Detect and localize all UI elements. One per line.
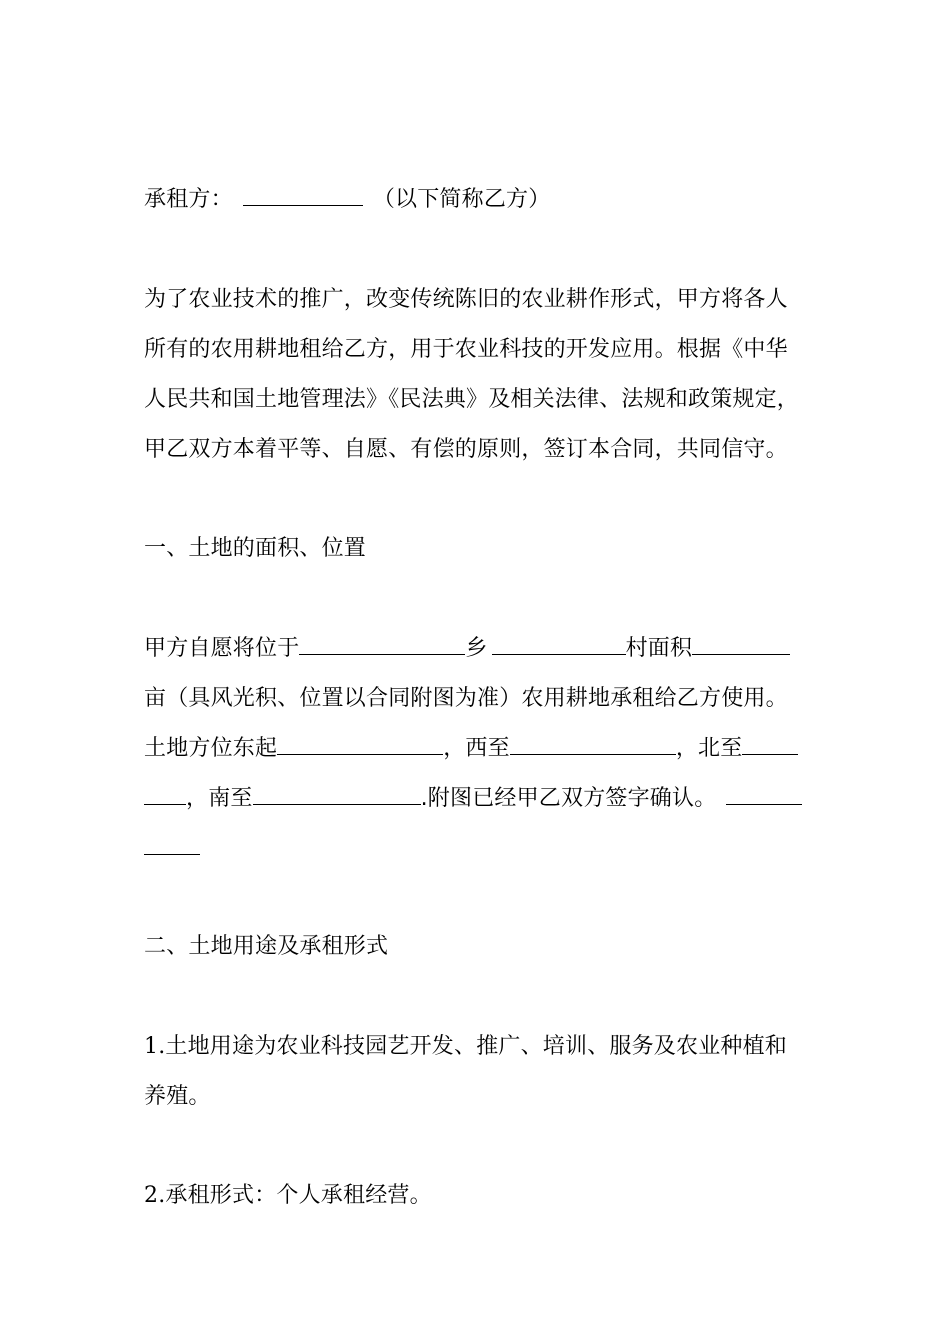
land-use-text: 土地用途为农业科技园艺开发、推广、培训、服务及农业种植和: [165, 1034, 787, 1059]
intro-line: 甲乙双方本着平等、自愿、有偿的原则，签订本合同，共同信守。: [144, 437, 788, 462]
lessee-label: 承租方：: [144, 187, 233, 212]
north-boundary-blank-cont[interactable]: [144, 784, 186, 805]
map-confirm-text: .附图已经甲乙双方签字确认。: [420, 786, 717, 811]
land-use-item: [144, 1032, 824, 1062]
section-heading: 二、土地用途及承租形式: [144, 934, 389, 959]
area-label: 村面积: [625, 636, 693, 661]
south-label: ，南至: [186, 786, 253, 811]
lease-form-text: 承租形式：个人承租经营。: [165, 1183, 432, 1208]
village-blank[interactable]: [492, 634, 626, 655]
lessee-line: [144, 185, 824, 215]
township-blank[interactable]: [299, 634, 465, 655]
north-boundary-blank[interactable]: [742, 734, 798, 755]
land-area-line: 亩（具风光积、位置以合同附图为准）农用耕地承租给乙方使用。: [144, 686, 788, 711]
lessee-suffix: （以下简称乙方）: [372, 187, 551, 212]
north-label: ，北至: [675, 736, 743, 761]
trailing-blank-line: [144, 834, 824, 864]
lessee-name-blank[interactable]: [243, 185, 363, 206]
east-label: 土地方位东起: [144, 736, 278, 761]
boundary-line: [144, 734, 824, 764]
intro-line: 人民共和国土地管理法》《民法典》及相关法律、法规和政策规定，: [144, 387, 800, 412]
trailing-blank-cont[interactable]: [144, 834, 200, 855]
area-blank[interactable]: [692, 634, 790, 655]
section-heading: 一、土地的面积、位置: [144, 536, 367, 561]
east-boundary-blank[interactable]: [277, 734, 443, 755]
intro-line: 所有的农用耕地租给乙方，用于农业科技的开发应用。根据《中华: [144, 337, 788, 362]
item-number: 2.: [144, 1183, 166, 1208]
township-label: 乡: [465, 636, 488, 661]
land-location-line: [144, 634, 824, 664]
land-use-item-cont: 养殖。: [144, 1084, 211, 1109]
west-boundary-blank[interactable]: [510, 734, 676, 755]
lease-form-item: [144, 1181, 824, 1211]
west-label: ，西至: [443, 736, 510, 761]
boundary-line-2: [144, 784, 824, 814]
land-location-label: 甲方自愿将位于: [144, 636, 300, 661]
intro-line: 为了农业技术的推广，改变传统陈旧的农业耕作形式，甲方将各人: [144, 287, 788, 312]
south-boundary-blank[interactable]: [253, 784, 421, 805]
trailing-blank[interactable]: [726, 784, 802, 805]
item-number: 1.: [144, 1034, 166, 1059]
